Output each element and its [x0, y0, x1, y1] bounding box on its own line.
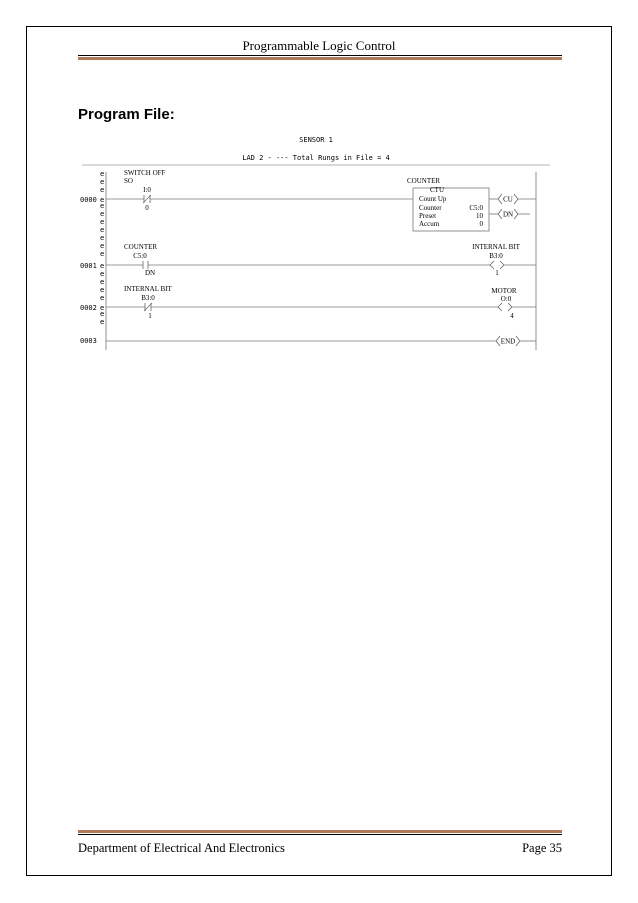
rung-number: 0003 [80, 337, 97, 345]
footer-page-number: Page 35 [522, 841, 562, 855]
block-row-value: 0 [479, 220, 483, 228]
block-row-label: Counter [419, 204, 442, 212]
cu-output-bracket-left [498, 194, 502, 204]
block-type: CTU [430, 186, 444, 194]
input-address: I:0 [143, 186, 151, 194]
program-title: SENSOR 1 [299, 136, 333, 144]
page-header-title: Programmable Logic Control [242, 38, 396, 53]
input-address: C5:0 [133, 252, 147, 260]
output-coil-symbol [490, 261, 504, 269]
block-row-label: Preset [419, 212, 437, 220]
marker: e [100, 242, 105, 250]
marker: e [100, 186, 105, 194]
rung-number: 0001 [80, 262, 97, 270]
rung-0002 [80, 285, 536, 320]
marker: e [100, 210, 105, 218]
output-address: O:0 [500, 295, 512, 303]
marker: e [100, 250, 105, 258]
rung-number: 0000 [80, 196, 97, 204]
output-comment: MOTOR [491, 287, 517, 295]
block-title: Count Up [419, 195, 447, 203]
marker: e [100, 294, 105, 302]
rung-0001 [80, 243, 536, 277]
marker: e [100, 304, 105, 312]
marker: e [100, 286, 105, 294]
margin-markers [100, 170, 104, 326]
output-address: B3:0 [489, 252, 503, 260]
end-label: END [500, 337, 516, 346]
marker: e [100, 310, 105, 318]
footer-rule-thin [78, 834, 562, 835]
input-bit: 1 [148, 312, 152, 320]
file-info-line: LAD 2 - --- Total Rungs in File = 4 [242, 154, 390, 162]
dn-output-bracket-right [514, 209, 518, 219]
input-comment: SO [124, 177, 133, 185]
output-cu: CU [503, 195, 513, 204]
marker: e [100, 202, 105, 210]
input-comment: SWITCH OFF [124, 169, 166, 177]
footer-rule-thick [78, 830, 562, 833]
marker: e [100, 226, 105, 234]
marker: e [100, 270, 105, 278]
marker: e [100, 178, 105, 186]
nc-contact-symbol [144, 303, 152, 311]
input-bit: DN [144, 269, 156, 277]
output-bit: 1 [495, 269, 499, 277]
output-coil-symbol [498, 303, 512, 311]
nc-contact-symbol [143, 195, 151, 203]
no-contact-symbol [143, 261, 148, 269]
rung-0003 [80, 336, 536, 346]
rung-0000 [80, 169, 536, 231]
marker: e [100, 196, 105, 204]
input-bit: 0 [145, 204, 149, 212]
marker: e [100, 218, 105, 226]
output-comment: INTERNAL BIT [472, 243, 520, 251]
rung-number: 0002 [80, 304, 97, 312]
end-bracket-right [516, 336, 520, 346]
cu-output-bracket-right [514, 194, 518, 204]
marker: e [100, 278, 105, 286]
input-address: B3:0 [141, 294, 155, 302]
block-comment: COUNTER [407, 177, 441, 185]
input-comment: COUNTER [124, 243, 158, 251]
block-row-label: Accum [419, 220, 440, 228]
dn-output-bracket-left [498, 209, 502, 219]
marker: e [100, 262, 105, 270]
end-bracket-left [496, 336, 500, 346]
block-row-value: 10 [476, 212, 483, 220]
output-dn: DN [502, 210, 514, 219]
input-comment: INTERNAL BIT [124, 285, 172, 293]
block-row-value: C5:0 [469, 204, 483, 212]
footer-department: Department of Electrical And Electronics [78, 841, 285, 855]
section-heading: Program File: [78, 106, 175, 123]
marker: e [100, 318, 105, 326]
marker: e [100, 234, 105, 242]
marker: e [100, 170, 105, 178]
output-bit: 4 [510, 312, 514, 320]
